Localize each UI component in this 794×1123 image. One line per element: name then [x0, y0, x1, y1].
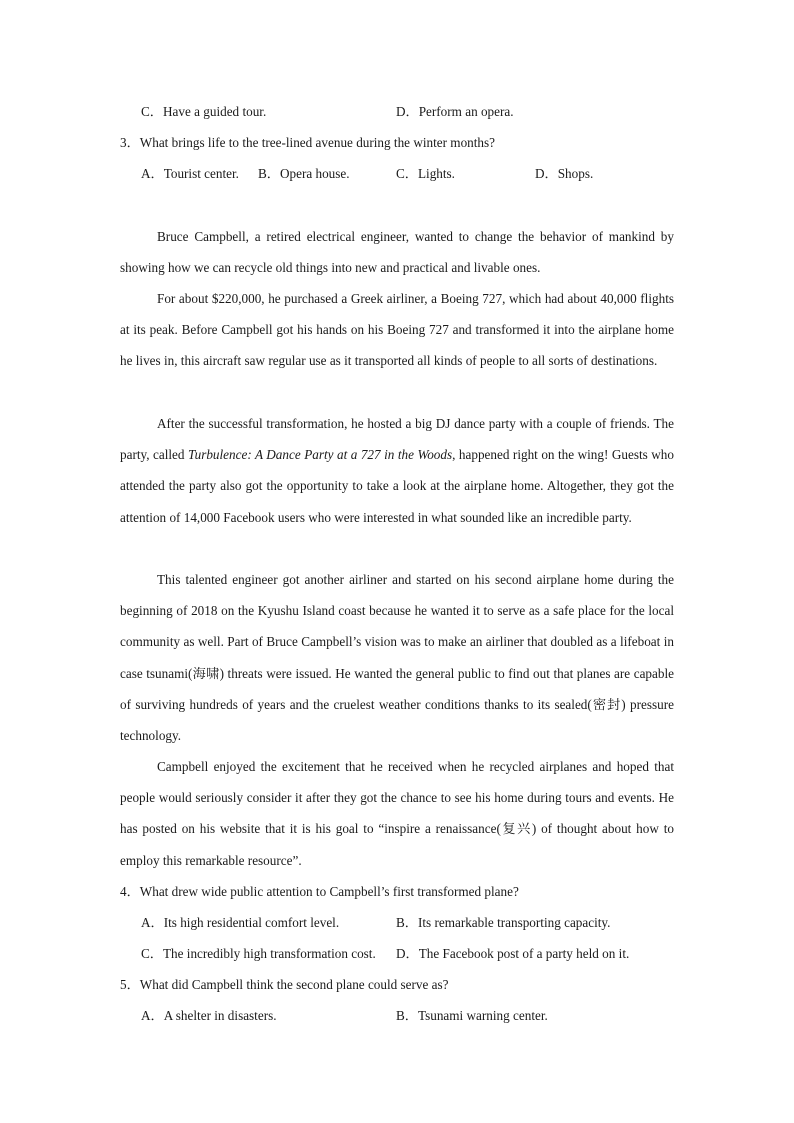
q4-option-b: B．Its remarkable transporting capacity. — [396, 915, 611, 930]
passage-paragraph-4: This talented engineer got another airliner and started on his second airplane home during the beginning of 2018 on the Kyushu Island coast because he wanted it to serve as a safe place for the local community as well. Part of Bruce Campbell’s vision was to make an airliner that doubled as a lifeboat in case tsunami(海啸) threats were issued. He wanted the general public to find out that planes are capable of surviving hundreds of years and the cruelest weather conditions thanks to its sealed(密封) pressure technology. — [120, 572, 674, 744]
q3-option-a: A．Tourist center. — [141, 166, 239, 181]
q2-option-c: C．Have a guided tour. — [141, 104, 267, 119]
passage-paragraph-5: Campbell enjoyed the excitement that he received when he recycled airplanes and hoped that people would seriously consider it after they got the chance to see his home during tours and events. He has posted on his website that it is his goal to “inspire a renaissance(复兴) of thought about how to employ this remarkable resource”. — [120, 759, 674, 868]
q3-option-b: B．Opera house. — [258, 166, 350, 181]
q4-option-c: C．The incredibly high transformation cost. — [141, 946, 376, 961]
q5-option-a: A．A shelter in disasters. — [141, 1008, 277, 1023]
party-title: Turbulence: A Dance Party at a 727 in the Woods — [188, 447, 453, 463]
q3-option-c: C．Lights. — [396, 166, 455, 181]
q3-option-d: D．Shops. — [535, 166, 594, 181]
passage-paragraph-3 — [120, 408, 674, 533]
q4-option-a: A．Its high residential comfort level. — [141, 915, 340, 930]
q5-stem: 5．What did Campbell think the second plane could serve as? — [120, 977, 449, 992]
q4-option-d: D．The Facebook post of a party held on it. — [396, 946, 630, 961]
q2-option-d: D．Perform an opera. — [396, 104, 514, 119]
paragraph-3-text-before: After the successful transformation, he hosted a big DJ dance party with a couple of friends. The party, called — [120, 416, 674, 463]
passage-paragraph-2: For about $220,000, he purchased a Greek airliner, a Boeing 727, which had about 40,000 flights at its peak. Before Campbell got his hands on his Boeing 727 and transformed it into the airplane home he lives in, this aircraft saw regular use as it transported all kinds of people to all sorts of destinations. — [120, 291, 674, 369]
q4-stem: 4．What drew wide public attention to Campbell’s first transformed plane? — [120, 884, 519, 899]
q5-option-b: B．Tsunami warning center. — [396, 1008, 548, 1023]
q3-stem: 3．What brings life to the tree-lined avenue during the winter months? — [120, 135, 496, 150]
paragraph-3-text-after: , happened right on the wing! Guests who attended the party also got the opportunity to take a look at the airplane home. Altogether, they got the attention of 14,000 Facebook users who were interested in what sounded like an incredible party. — [120, 447, 674, 525]
passage-paragraph-1: Bruce Campbell, a retired electrical engineer, wanted to change the behavior of mankind by showing how we can recycle old things into new and practical and livable ones. — [120, 229, 674, 276]
